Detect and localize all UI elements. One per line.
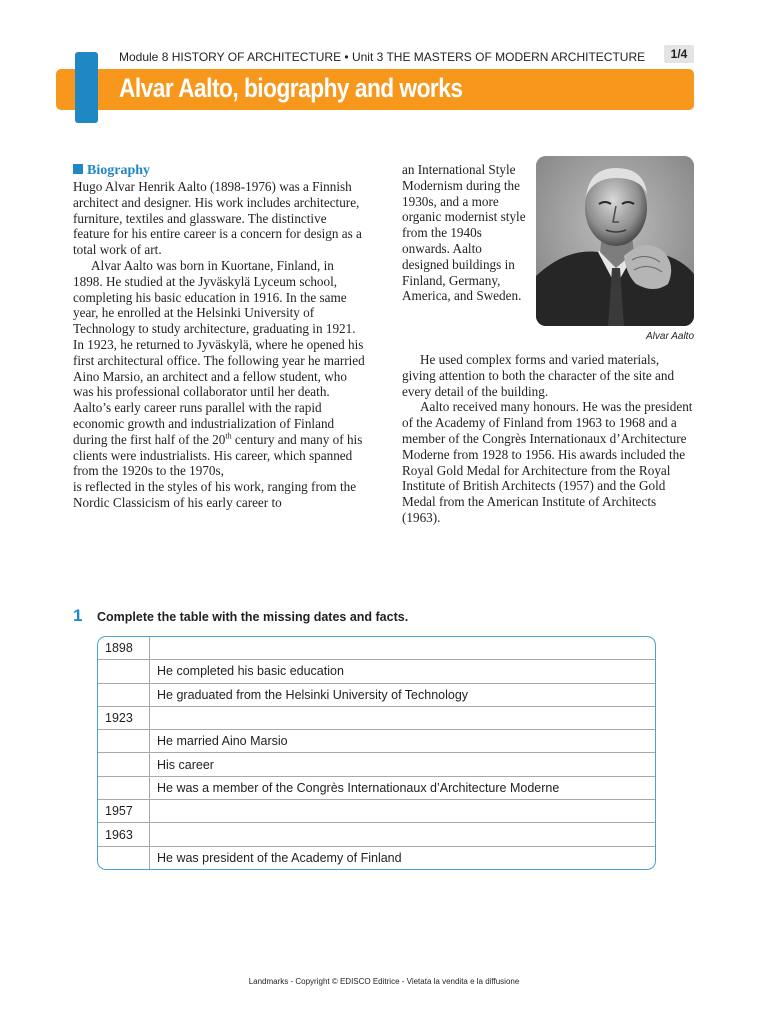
biography-paragraph-1: Hugo Alvar Henrik Aalto (1898-1976) was a Finnish architect and designer. His work includes architecture, furniture, textiles and glassware. The distinctive feature for his entire career is a concern for design as a total work of art.	[73, 179, 362, 258]
table-row	[98, 637, 655, 660]
date-cell[interactable]: 1898	[98, 637, 150, 660]
fact-cell[interactable]: He was a member of the Congrès Internationaux d’Architecture Moderne	[150, 776, 656, 799]
date-cell[interactable]: 1957	[98, 800, 150, 823]
table-row	[98, 776, 655, 799]
timeline-table-grid	[98, 637, 655, 869]
paragraph-2-text-b: century and many of his clients were industrialists. His career, which spanned from the 1920s to the 1970s,	[73, 431, 363, 479]
table-row	[98, 846, 655, 869]
module-breadcrumb	[119, 50, 645, 64]
ordinal-superscript: th	[225, 431, 232, 441]
date-cell[interactable]	[98, 683, 150, 706]
breadcrumb-separator: •	[344, 50, 349, 64]
biography-right-column-bottom	[402, 352, 694, 526]
biography-paragraph-4: Aalto received many honours. He was the president of the Academy of Finland from 1963 to 1968 and a member of the Congrès Internationaux d’Architecture Moderne from 1928 to 1956. His awards included the Royal Gold Medal for Architecture from the Royal Institute of British Architects (1957) and the Gold Medal from the American Institute of Architects (1963).	[402, 399, 693, 525]
section-heading	[73, 162, 365, 179]
fact-cell[interactable]: His career	[150, 753, 656, 776]
paragraph-2-end: an International Style Modernism during the 1930s, and a more organic modernist style from the 1940s onwards. Aalto designed buildings in Finland, Germany, America, and Sweden.	[402, 162, 526, 304]
table-row	[98, 660, 655, 683]
page-title: Alvar Aalto, biography and works	[119, 73, 463, 103]
fact-cell[interactable]: He graduated from the Helsinki University of Technology	[150, 683, 656, 706]
table-row	[98, 823, 655, 846]
date-cell[interactable]: 1963	[98, 823, 150, 846]
paragraph-2-continuation: is reflected in the styles of his work, ranging from the Nordic Classicism of his early career to	[73, 479, 357, 510]
header-blue-tab	[75, 52, 98, 123]
table-row	[98, 683, 655, 706]
portrait-photo	[536, 156, 694, 326]
table-row	[98, 706, 655, 729]
fact-cell[interactable]	[150, 823, 656, 846]
biography-paragraph-3: He used complex forms and varied materials, giving attention to both the character of the site and every detail of the building.	[402, 352, 675, 399]
table-row	[98, 800, 655, 823]
table-row	[98, 753, 655, 776]
section-heading-text: Biography	[87, 163, 151, 178]
biography-right-column-top	[402, 162, 526, 304]
biography-paragraph-2	[73, 258, 365, 479]
fact-cell[interactable]: He completed his basic education	[150, 660, 656, 683]
timeline-table	[97, 636, 656, 870]
date-cell[interactable]	[98, 730, 150, 753]
module-title: HISTORY OF ARCHITECTURE	[171, 50, 342, 64]
fact-cell[interactable]: He was president of the Academy of Finland	[157, 850, 402, 865]
table-row	[98, 730, 655, 753]
copyright-footer: Landmarks - Copyright © EDISCO Editrice - Vietata la vendita e la diffusione	[248, 977, 520, 986]
fact-cell[interactable]	[150, 637, 656, 660]
fact-cell[interactable]: He married Aino Marsio	[150, 730, 656, 753]
exercise-instruction: Complete the table with the missing dates and facts.	[97, 610, 409, 624]
unit-label: Unit 3	[351, 50, 384, 64]
exercise-number: 1	[73, 606, 83, 625]
date-cell[interactable]: 1923	[98, 706, 150, 729]
date-cell[interactable]	[98, 753, 150, 776]
biography-left-column	[73, 162, 365, 511]
date-cell[interactable]	[98, 660, 150, 683]
timeline-table-body	[98, 637, 655, 869]
unit-title: THE MASTERS OF MODERN ARCHITECTURE	[386, 50, 646, 64]
date-cell[interactable]	[98, 776, 150, 799]
fact-cell[interactable]	[150, 706, 656, 729]
module-label: Module 8	[119, 50, 169, 64]
page-number: 1/4	[664, 45, 694, 63]
fact-cell[interactable]	[150, 800, 656, 823]
date-cell[interactable]	[98, 846, 150, 869]
square-bullet-icon	[73, 164, 83, 174]
paragraph-2-text-a: Alvar Aalto was born in Kuortane, Finland, in 1898. He studied at the Jyväskylä Lyceum school, completing his basic education in 1916. In the same year, he enrolled at the Helsinki University of Technology to study architecture, graduating in 1921. In 1923, he returned to Jyväskylä, where he opened his first architectural office. The following year he married Aino Marsio, an architect and a fellow student, who was his professional collaborator until her death. Aalto’s early career runs parallel with the rapid economic growth and industrialization of Finland during the first half of the 20	[73, 257, 365, 447]
photo-caption: Alvar Aalto	[646, 331, 694, 342]
